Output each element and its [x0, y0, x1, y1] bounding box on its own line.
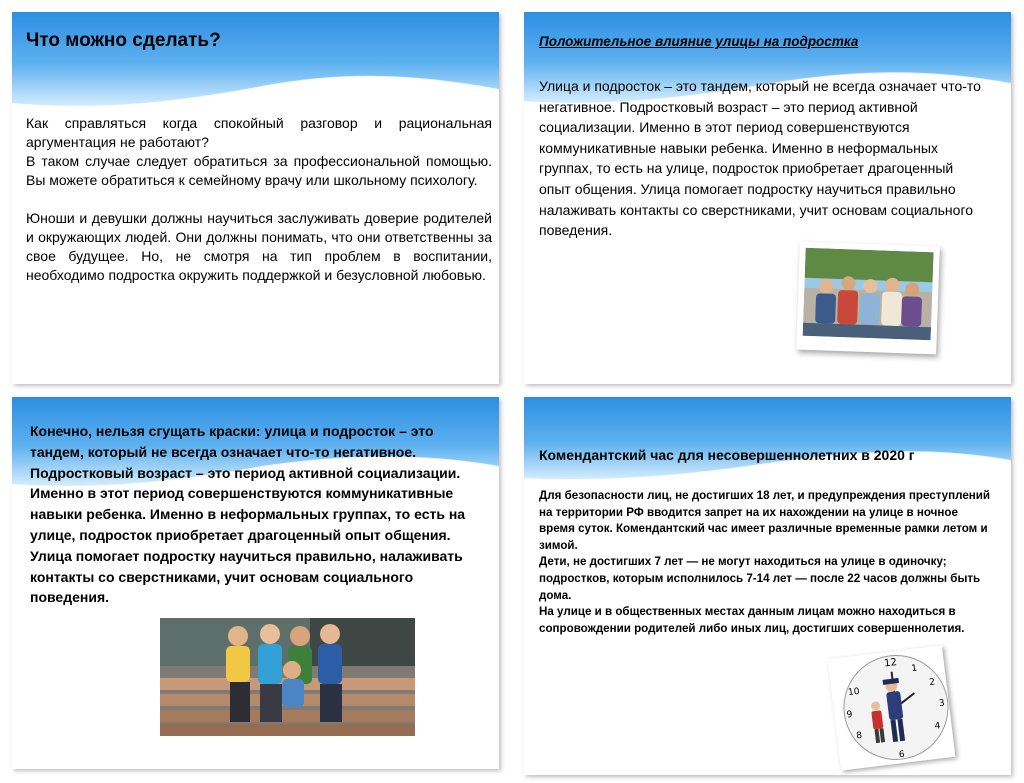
- paragraph: Как справляться когда спокойный разговор и рациональная аргументация не работают?: [26, 115, 492, 150]
- slide-body: [539, 488, 994, 637]
- clock-number: 2: [928, 677, 936, 689]
- clock-number: 12: [883, 657, 898, 670]
- slide-title: Комендантский час для несовершеннолетних в 2020 г: [539, 447, 915, 463]
- clock-number: 8: [855, 730, 863, 742]
- slide-curfew: [524, 397, 1011, 775]
- slide-what-can-be-done: [12, 12, 499, 384]
- paragraph: Конечно, нельзя сгущать краски: улица и подросток – это тандем, который не всегда означает что-то негативное. Подростковый возраст – это период активной социализации. Именно в этот период совершенствуются коммуникативные навыки ребенка. Именно в неформальных группах, то есть на улице, подросток приобретает драгоценный опыт общения. Улица помогает подростку научиться правильно, налаживать контакты со сверстниками, учит основам социального поведения.: [30, 423, 466, 606]
- clock-number: 1: [910, 663, 918, 675]
- paragraph: На улице и в общественных местах данным лицам можно находиться в сопровождении родителей либо иных лиц, достигших совершеннолетия.: [539, 605, 965, 635]
- slide-title: Положительное влияние улицы на подростка: [539, 34, 859, 49]
- slide-body: [30, 421, 475, 608]
- slide-body: [539, 76, 984, 241]
- clock-number: 6: [898, 749, 906, 761]
- paragraph: Юноши и девушки должны научиться заслуживать доверие родителей и окружающих людей. Они должны понимать, что они ответственны за свое будущее. Но, не смотря на тип проблем в воспитании, необходимо подростка окружить поддержкой и безусловной любовью.: [26, 210, 492, 283]
- slide-body: [26, 114, 492, 285]
- teens-group-photo: [796, 242, 940, 355]
- clock-number: 3: [938, 698, 946, 710]
- paragraph: Для безопасности лиц, не достигших 18 лет, и предупреждения преступлений на территории РФ вводится запрет на их нахождении на улице в ночное время суток. Комендантский час имеет различные временные рамки летом и зимой.: [539, 489, 991, 552]
- paragraph: Дети, не достигших 7 лет — не могут находиться на улице в одиночку; подростков, которым исполнилось 7-14 лет — после 22 часов должны быть дома.: [539, 555, 981, 602]
- clock-number: 10: [847, 686, 861, 699]
- paragraph: Улица и подросток – это тандем, который не всегда означает что-то негативное. Подростковый возраст – это период активной социализации. Именно в этот период совершенствуются коммуникативные навыки ребенка. Именно в неформальных группах, то есть на улице, подросток приобретает драгоценный опыт общения. Улица помогает подростку научиться правильно налаживать контакты со сверстниками, учит основам социального поведения.: [539, 78, 981, 239]
- paragraph: В таком случае следует обратиться за профессиональной помощью. Вы можете обратиться к семейному врачу или школьному психологу.: [26, 153, 492, 188]
- clock-curfew-image: [828, 645, 956, 770]
- slide-street-and-teen: [12, 397, 499, 769]
- teens-on-steps-photo: [160, 618, 415, 736]
- slide-title: Что можно сделать?: [26, 30, 221, 51]
- clock-number: 9: [846, 709, 854, 721]
- clock-number: 4: [934, 721, 942, 732]
- slide-positive-street-influence: [524, 12, 1011, 384]
